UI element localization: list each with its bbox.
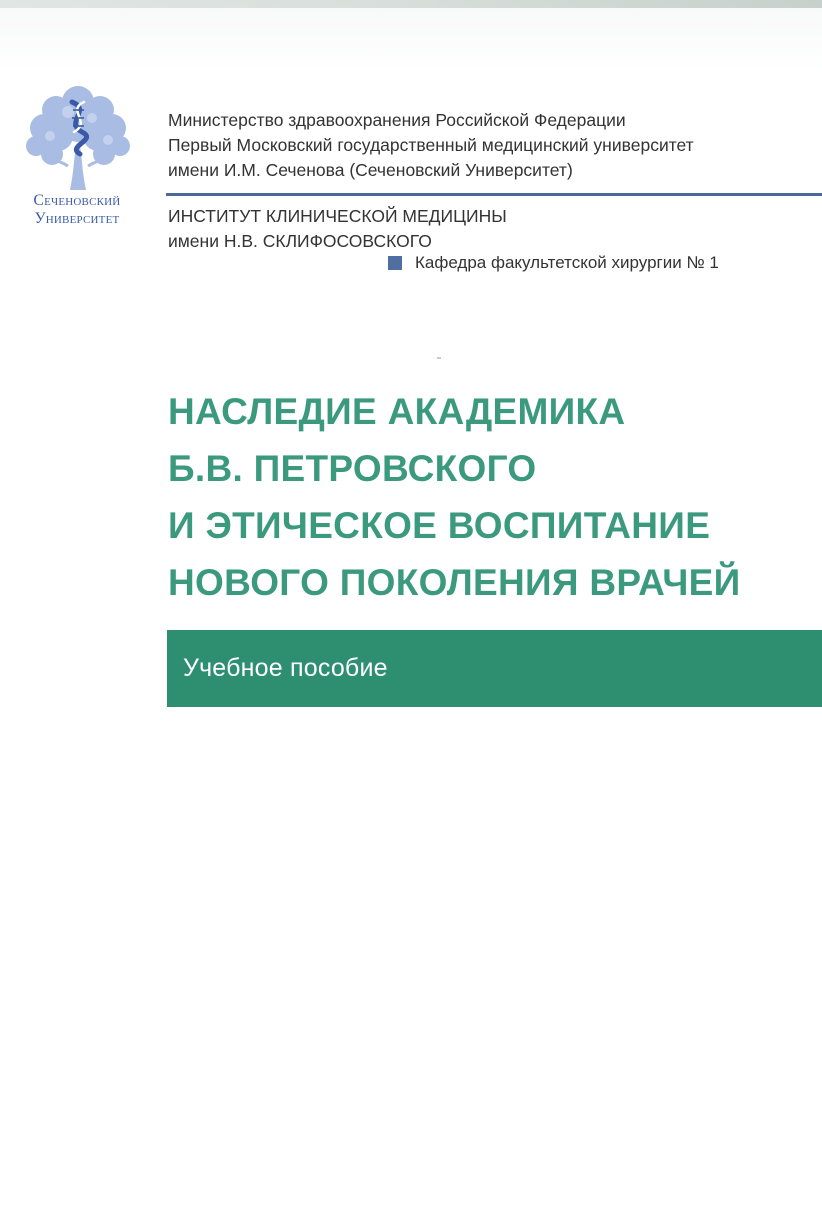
title-line-1: НАСЛЕДИЕ АКАДЕМИКА — [168, 391, 626, 432]
publisher-header — [168, 108, 808, 183]
title-line-3: И ЭТИЧЕСКОЕ ВОСПИТАНИЕ — [168, 505, 711, 546]
logo-line-1: Сеченовский — [33, 192, 121, 209]
logo-line-2: Университет — [34, 210, 120, 227]
title-line-2: Б.В. ПЕТРОВСКОГО — [168, 448, 537, 489]
institute-named-line: имени Н.В. СКЛИФОСОВСКОГО — [168, 231, 432, 251]
header-divider — [166, 193, 822, 196]
department-text: Кафедра факультетской хирургии № 1 — [415, 253, 719, 272]
print-speck — [437, 357, 441, 359]
square-bullet-icon — [388, 256, 402, 270]
title-line-4: НОВОГО ПОКОЛЕНИЯ ВРАЧЕЙ — [168, 562, 741, 603]
ministry-line: Министерство здравоохранения Российской Федерации — [168, 110, 626, 130]
subtitle-band — [167, 630, 822, 707]
tree-dna-logo-icon — [18, 80, 138, 190]
university-line: Первый Московский государственный медицинский университет — [168, 135, 694, 155]
institute-block — [168, 204, 507, 254]
university-logo — [18, 80, 148, 228]
book-title — [168, 383, 818, 611]
institute-line: ИНСТИТУТ КЛИНИЧЕСКОЙ МЕДИЦИНЫ — [168, 206, 507, 226]
cover-top-edge — [0, 0, 822, 8]
department-label — [388, 253, 719, 273]
subtitle-text: Учебное пособие — [183, 654, 388, 682]
university-named-line: имени И.М. Сеченова (Сеченовский Университет) — [168, 160, 573, 180]
